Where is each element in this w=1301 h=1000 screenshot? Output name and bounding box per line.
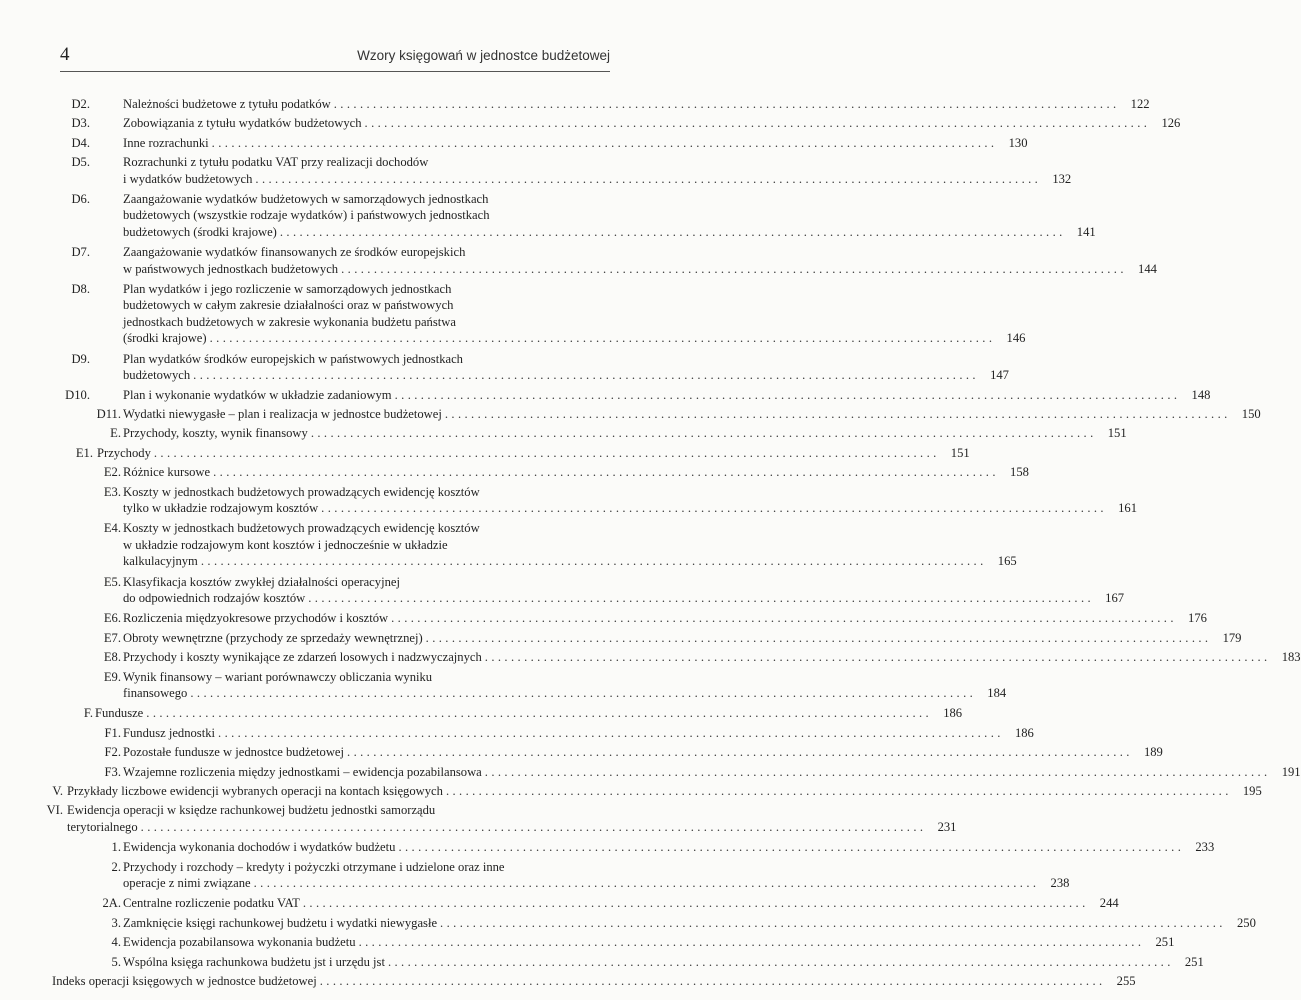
- toc-entry-page-number: 122: [1130, 97, 1150, 111]
- toc-entry-page-number: 186: [943, 706, 963, 721]
- dot-leader: ........................................................................................................................: [347, 745, 1133, 760]
- dot-leader: ........................................................................................................................: [445, 784, 1232, 799]
- dot-leader: ........................................................................................................................: [321, 500, 1107, 515]
- toc-entry-label: VI.: [46, 803, 63, 818]
- toc-entry-label: F3.: [104, 764, 121, 779]
- toc-entry[interactable]: [0, 445, 970, 461]
- toc-entry-title: Obroty wewnętrzne (przychody ze sprzedaży wewnętrznej): [123, 630, 423, 645]
- toc-entry-title: Przychody i koszty wynikające ze zdarzeń losowych i nadzwyczajnych: [123, 650, 482, 665]
- toc-entry-page-number: 238: [1050, 876, 1070, 891]
- toc-entry-label: E7.: [103, 630, 121, 645]
- toc-entry[interactable]: [0, 281, 1026, 347]
- toc-entry-title-line: budżetowych (wszystkie rodzaje wydatków) i państwowych jednostkach: [123, 208, 490, 223]
- toc-entry-label: D6.: [71, 192, 90, 207]
- toc-entry-label: V.: [52, 784, 63, 799]
- toc-entry-title-line: Klasyfikacja kosztów zwykłej działalności operacyjnej: [123, 574, 400, 589]
- toc-entry-title-line: Wynik finansowy – wariant porównawczy obliczania wyniku: [123, 669, 433, 684]
- dot-leader: ........................................................................................................................: [153, 445, 940, 460]
- page-number: 4: [60, 44, 70, 65]
- toc-entry-label: D3.: [71, 116, 90, 131]
- dot-leader: ........................................................................................................................: [484, 650, 1271, 665]
- toc-entry-title: Ewidencja wykonania dochodów i wydatków budżetu: [123, 840, 396, 855]
- toc-entry-title: Wydatki niewygasłe – plan i realizacja w jednostce budżetowej: [123, 406, 442, 421]
- toc-entry-page-number: 231: [937, 819, 957, 834]
- toc-entry-page-number: 151: [950, 445, 970, 460]
- toc-entry[interactable]: [0, 895, 1119, 911]
- dot-leader: ........................................................................................................................: [253, 876, 1040, 891]
- toc-entry-title: Przychody: [97, 445, 151, 460]
- toc-entry[interactable]: [0, 574, 1125, 607]
- table-of-contents: [0, 96, 1301, 990]
- toc-entry-page-number: 147: [990, 368, 1009, 383]
- dot-leader: ........................................................................................................................: [391, 611, 1177, 626]
- toc-entry-title: Centralne rozliczenie podatku VAT: [123, 896, 300, 911]
- dot-leader: ........................................................................................................................: [200, 554, 987, 569]
- dot-leader: ........................................................................................................................: [358, 935, 1145, 950]
- toc-entry-page-number: 126: [1161, 116, 1181, 131]
- toc-entry[interactable]: [0, 191, 1096, 240]
- header-rule: [60, 71, 610, 72]
- toc-entry-title: tylko w układzie rodzajowym kosztów: [123, 500, 319, 515]
- toc-entry-page-number: 189: [1143, 745, 1163, 760]
- toc-entry-label: 4.: [111, 935, 121, 950]
- toc-entry[interactable]: [0, 669, 1007, 702]
- toc-entry[interactable]: [0, 351, 1009, 384]
- dot-leader: ........................................................................................................................: [319, 974, 1106, 989]
- toc-entry[interactable]: [0, 915, 1256, 931]
- toc-entry[interactable]: [0, 115, 1181, 131]
- toc-entry-page-number: 165: [997, 554, 1017, 569]
- toc-entry[interactable]: [0, 705, 963, 721]
- toc-entry-title: Plan i wykonanie wydatków w układzie zadaniowym: [123, 387, 392, 402]
- toc-entry-page-number: 250: [1236, 915, 1256, 930]
- toc-entry-title-line: budżetowych w całym zakresie działalności oraz w państwowych: [123, 298, 454, 313]
- toc-entry-label: E6.: [103, 611, 121, 626]
- dot-leader: ........................................................................................................................: [255, 171, 1042, 186]
- running-title: Wzory księgowań w jednostce budżetowej: [357, 48, 610, 63]
- toc-entry[interactable]: [0, 954, 1204, 970]
- toc-entry-label: F.: [83, 706, 93, 721]
- dot-leader: ........................................................................................................................: [484, 764, 1271, 779]
- toc-entry[interactable]: [0, 725, 1034, 741]
- toc-entry-title-line: jednostkach budżetowych w zakresie wykonania budżetu państwa: [123, 314, 456, 329]
- toc-entry[interactable]: [0, 802, 957, 835]
- toc-entry-title: Przychody, koszty, wynik finansowy: [123, 426, 308, 441]
- toc-entry-title: Indeks operacji księgowych w jednostce budżetowej: [52, 974, 317, 989]
- toc-entry-page-number: 184: [987, 686, 1007, 700]
- toc-entry-page-number: 151: [1107, 426, 1127, 441]
- toc-entry[interactable]: [0, 425, 1127, 441]
- toc-entry-label: E1.: [75, 445, 93, 460]
- dot-leader: ........................................................................................................................: [193, 368, 979, 383]
- toc-entry-title: w państwowych jednostkach budżetowych: [123, 261, 339, 276]
- toc-entry-label: D2.: [71, 97, 90, 111]
- toc-entry-title: Fundusz jednostki: [123, 725, 216, 740]
- toc-entry-page-number: 251: [1184, 954, 1204, 969]
- toc-entry-label: E4.: [103, 521, 121, 536]
- toc-entry[interactable]: [0, 783, 1262, 799]
- toc-entry[interactable]: [0, 464, 1029, 480]
- toc-entry-page-number: 183: [1281, 650, 1301, 665]
- dot-leader: ........................................................................................................................: [209, 331, 996, 346]
- toc-entry-label: D5.: [71, 155, 90, 170]
- toc-entry[interactable]: [0, 649, 1301, 665]
- toc-entry-label: 2A.: [102, 896, 121, 911]
- dot-leader: ........................................................................................................................: [333, 97, 1120, 111]
- toc-entry-page-number: 176: [1188, 611, 1207, 626]
- toc-entry[interactable]: [0, 764, 1301, 780]
- toc-entry-label: 3.: [111, 915, 121, 930]
- toc-entry[interactable]: [0, 859, 1070, 892]
- dot-leader: ........................................................................................................................: [425, 630, 1212, 645]
- toc-entry[interactable]: [0, 96, 1150, 112]
- toc-entry-title: Fundusze: [95, 706, 144, 721]
- dot-leader: ........................................................................................................................: [394, 387, 1181, 402]
- toc-entry[interactable]: [0, 973, 1136, 989]
- toc-entry-label: E2.: [103, 465, 121, 480]
- toc-entry-label: D11.: [96, 406, 121, 421]
- toc-entry-label: F2.: [104, 745, 121, 760]
- dot-leader: ........................................................................................................................: [341, 261, 1127, 276]
- toc-entry[interactable]: [0, 406, 1261, 422]
- toc-entry-title: Ewidencja pozabilansowa wykonania budżetu: [123, 935, 356, 950]
- toc-entry-page-number: 150: [1241, 406, 1261, 421]
- toc-entry-title: i wydatków budżetowych: [123, 171, 253, 186]
- toc-entry[interactable]: [0, 244, 1157, 277]
- toc-entry[interactable]: [0, 154, 1072, 187]
- toc-entry[interactable]: [0, 520, 1017, 569]
- toc-entry-page-number: 195: [1242, 784, 1262, 799]
- toc-entry-page-number: 141: [1076, 224, 1096, 239]
- toc-entry[interactable]: [0, 610, 1207, 626]
- dot-leader: ........................................................................................................................: [218, 725, 1004, 740]
- dot-leader: ........................................................................................................................: [364, 116, 1151, 131]
- toc-entry-title-line: Plan wydatków środków europejskich w państwowych jednostkach: [123, 351, 463, 366]
- toc-entry-page-number: 161: [1118, 500, 1137, 515]
- toc-entry[interactable]: [0, 839, 1215, 855]
- toc-entry-title: Zobowiązania z tytułu wydatków budżetowych: [123, 116, 362, 131]
- toc-entry-page-number: 191: [1281, 764, 1301, 779]
- dot-leader: ........................................................................................................................: [440, 915, 1226, 930]
- toc-entry-title-line: Zaangażowanie wydatków finansowanych ze środków europejskich: [123, 245, 466, 260]
- toc-entry-label: E8.: [103, 650, 121, 665]
- toc-entry[interactable]: [0, 135, 1028, 151]
- toc-entry-title: finansowego: [123, 686, 188, 700]
- dot-leader: ........................................................................................................................: [308, 590, 1095, 605]
- toc-entry-title: budżetowych (środki krajowe): [123, 224, 277, 239]
- toc-entry-page-number: 179: [1222, 630, 1242, 645]
- toc-entry[interactable]: [0, 484, 1137, 517]
- toc-entry-label: F1.: [104, 725, 121, 740]
- toc-entry-label: 5.: [111, 954, 121, 969]
- toc-entry-page-number: 167: [1105, 590, 1125, 605]
- toc-entry[interactable]: [0, 630, 1242, 646]
- toc-entry-page-number: 255: [1116, 974, 1136, 989]
- toc-entry-label: 2.: [111, 859, 121, 874]
- toc-entry-page-number: 158: [1010, 465, 1029, 480]
- toc-entry-label: E3.: [103, 484, 121, 499]
- toc-entry[interactable]: [0, 744, 1163, 760]
- toc-entry-title: (środki krajowe): [123, 331, 207, 346]
- page-header: [60, 43, 610, 69]
- dot-leader: ........................................................................................................................: [398, 840, 1185, 855]
- toc-entry-title-line: Zaangażowanie wydatków budżetowych w samorządowych jednostkach: [123, 192, 489, 207]
- toc-entry-title: operacje z nimi związane: [123, 876, 251, 891]
- toc-entry-title: Rozliczenia międzyokresowe przychodów i kosztów: [123, 611, 389, 626]
- toc-entry-label: E5.: [103, 574, 121, 589]
- toc-entry-title: Należności budżetowe z tytułu podatków: [123, 97, 331, 111]
- toc-entry-title-line: Koszty w jednostkach budżetowych prowadzących ewidencję kosztów: [123, 484, 480, 499]
- toc-entry-page-number: 148: [1191, 387, 1211, 402]
- toc-entry-label: D7.: [71, 245, 90, 260]
- toc-entry-page-number: 233: [1195, 840, 1215, 855]
- toc-entry-page-number: 130: [1008, 135, 1028, 150]
- toc-entry-title: Pozostałe fundusze w jednostce budżetowej: [123, 745, 345, 760]
- toc-entry-title: Różnice kursowe: [123, 465, 211, 480]
- toc-entry-title-line: Ewidencja operacji w księdze rachunkowej budżetu jednostki samorządu: [67, 803, 436, 818]
- toc-entry-label: D8.: [71, 282, 90, 297]
- toc-entry-title-line: Koszty w jednostkach budżetowych prowadzących ewidencję kosztów: [123, 521, 480, 536]
- toc-entry-title: Przykłady liczbowe ewidencji wybranych operacji na kontach księgowych: [67, 784, 443, 799]
- toc-entry-title-line: w układzie rodzajowym kont kosztów i jednocześnie w układzie: [123, 537, 448, 552]
- toc-entry-page-number: 132: [1052, 171, 1072, 186]
- toc-entry-page-number: 251: [1155, 935, 1175, 950]
- toc-entry-title-line: Rozrachunki z tytułu podatku VAT przy realizacji dochodów: [123, 155, 429, 170]
- toc-entry-title: Zamknięcie księgi rachunkowej budżetu i wydatki niewygasłe: [123, 915, 438, 930]
- toc-entry-label: 1.: [111, 840, 121, 855]
- toc-entry-label: E9.: [103, 669, 121, 684]
- toc-entry-title-line: Przychody i rozchody – kredyty i pożyczki otrzymane i udzielone oraz inne: [123, 859, 505, 874]
- toc-entry[interactable]: [0, 387, 1211, 403]
- toc-entry-title: Wzajemne rozliczenia między jednostkami – ewidencja pozabilansowa: [123, 764, 482, 779]
- toc-entry-page-number: 244: [1099, 896, 1119, 911]
- toc-entry-label: D10.: [65, 387, 90, 402]
- toc-entry-title: do odpowiednich rodzajów kosztów: [123, 590, 306, 605]
- toc-entry-title-line: Plan wydatków i jego rozliczenie w samorządowych jednostkach: [123, 282, 452, 297]
- toc-entry-label: D9.: [71, 351, 90, 366]
- dot-leader: ........................................................................................................................: [211, 135, 998, 150]
- dot-leader: ........................................................................................................................: [444, 406, 1231, 421]
- toc-entry-title: terytorialnego: [67, 819, 138, 834]
- toc-entry-page-number: 146: [1006, 331, 1026, 346]
- toc-entry-title: kalkulacyjnym: [123, 554, 198, 569]
- toc-entry-page-number: 186: [1014, 725, 1034, 740]
- dot-leader: ........................................................................................................................: [387, 954, 1174, 969]
- toc-entry-title: budżetowych: [123, 368, 191, 383]
- dot-leader: ........................................................................................................................: [310, 426, 1097, 441]
- dot-leader: ........................................................................................................................: [190, 686, 977, 700]
- dot-leader: ........................................................................................................................: [279, 224, 1066, 239]
- toc-entry-page-number: 144: [1138, 261, 1157, 276]
- toc-entry-title: Wspólna księga rachunkowa budżetu jst i urzędu jst: [123, 954, 385, 969]
- toc-entry-label: E.: [110, 426, 121, 441]
- dot-leader: ........................................................................................................................: [146, 706, 933, 721]
- dot-leader: ........................................................................................................................: [213, 465, 999, 480]
- dot-leader: ........................................................................................................................: [140, 819, 927, 834]
- toc-entry[interactable]: [0, 934, 1175, 950]
- dot-leader: ........................................................................................................................: [302, 896, 1089, 911]
- toc-entry-title: Inne rozrachunki: [123, 135, 209, 150]
- toc-entry-label: D4.: [71, 135, 90, 150]
